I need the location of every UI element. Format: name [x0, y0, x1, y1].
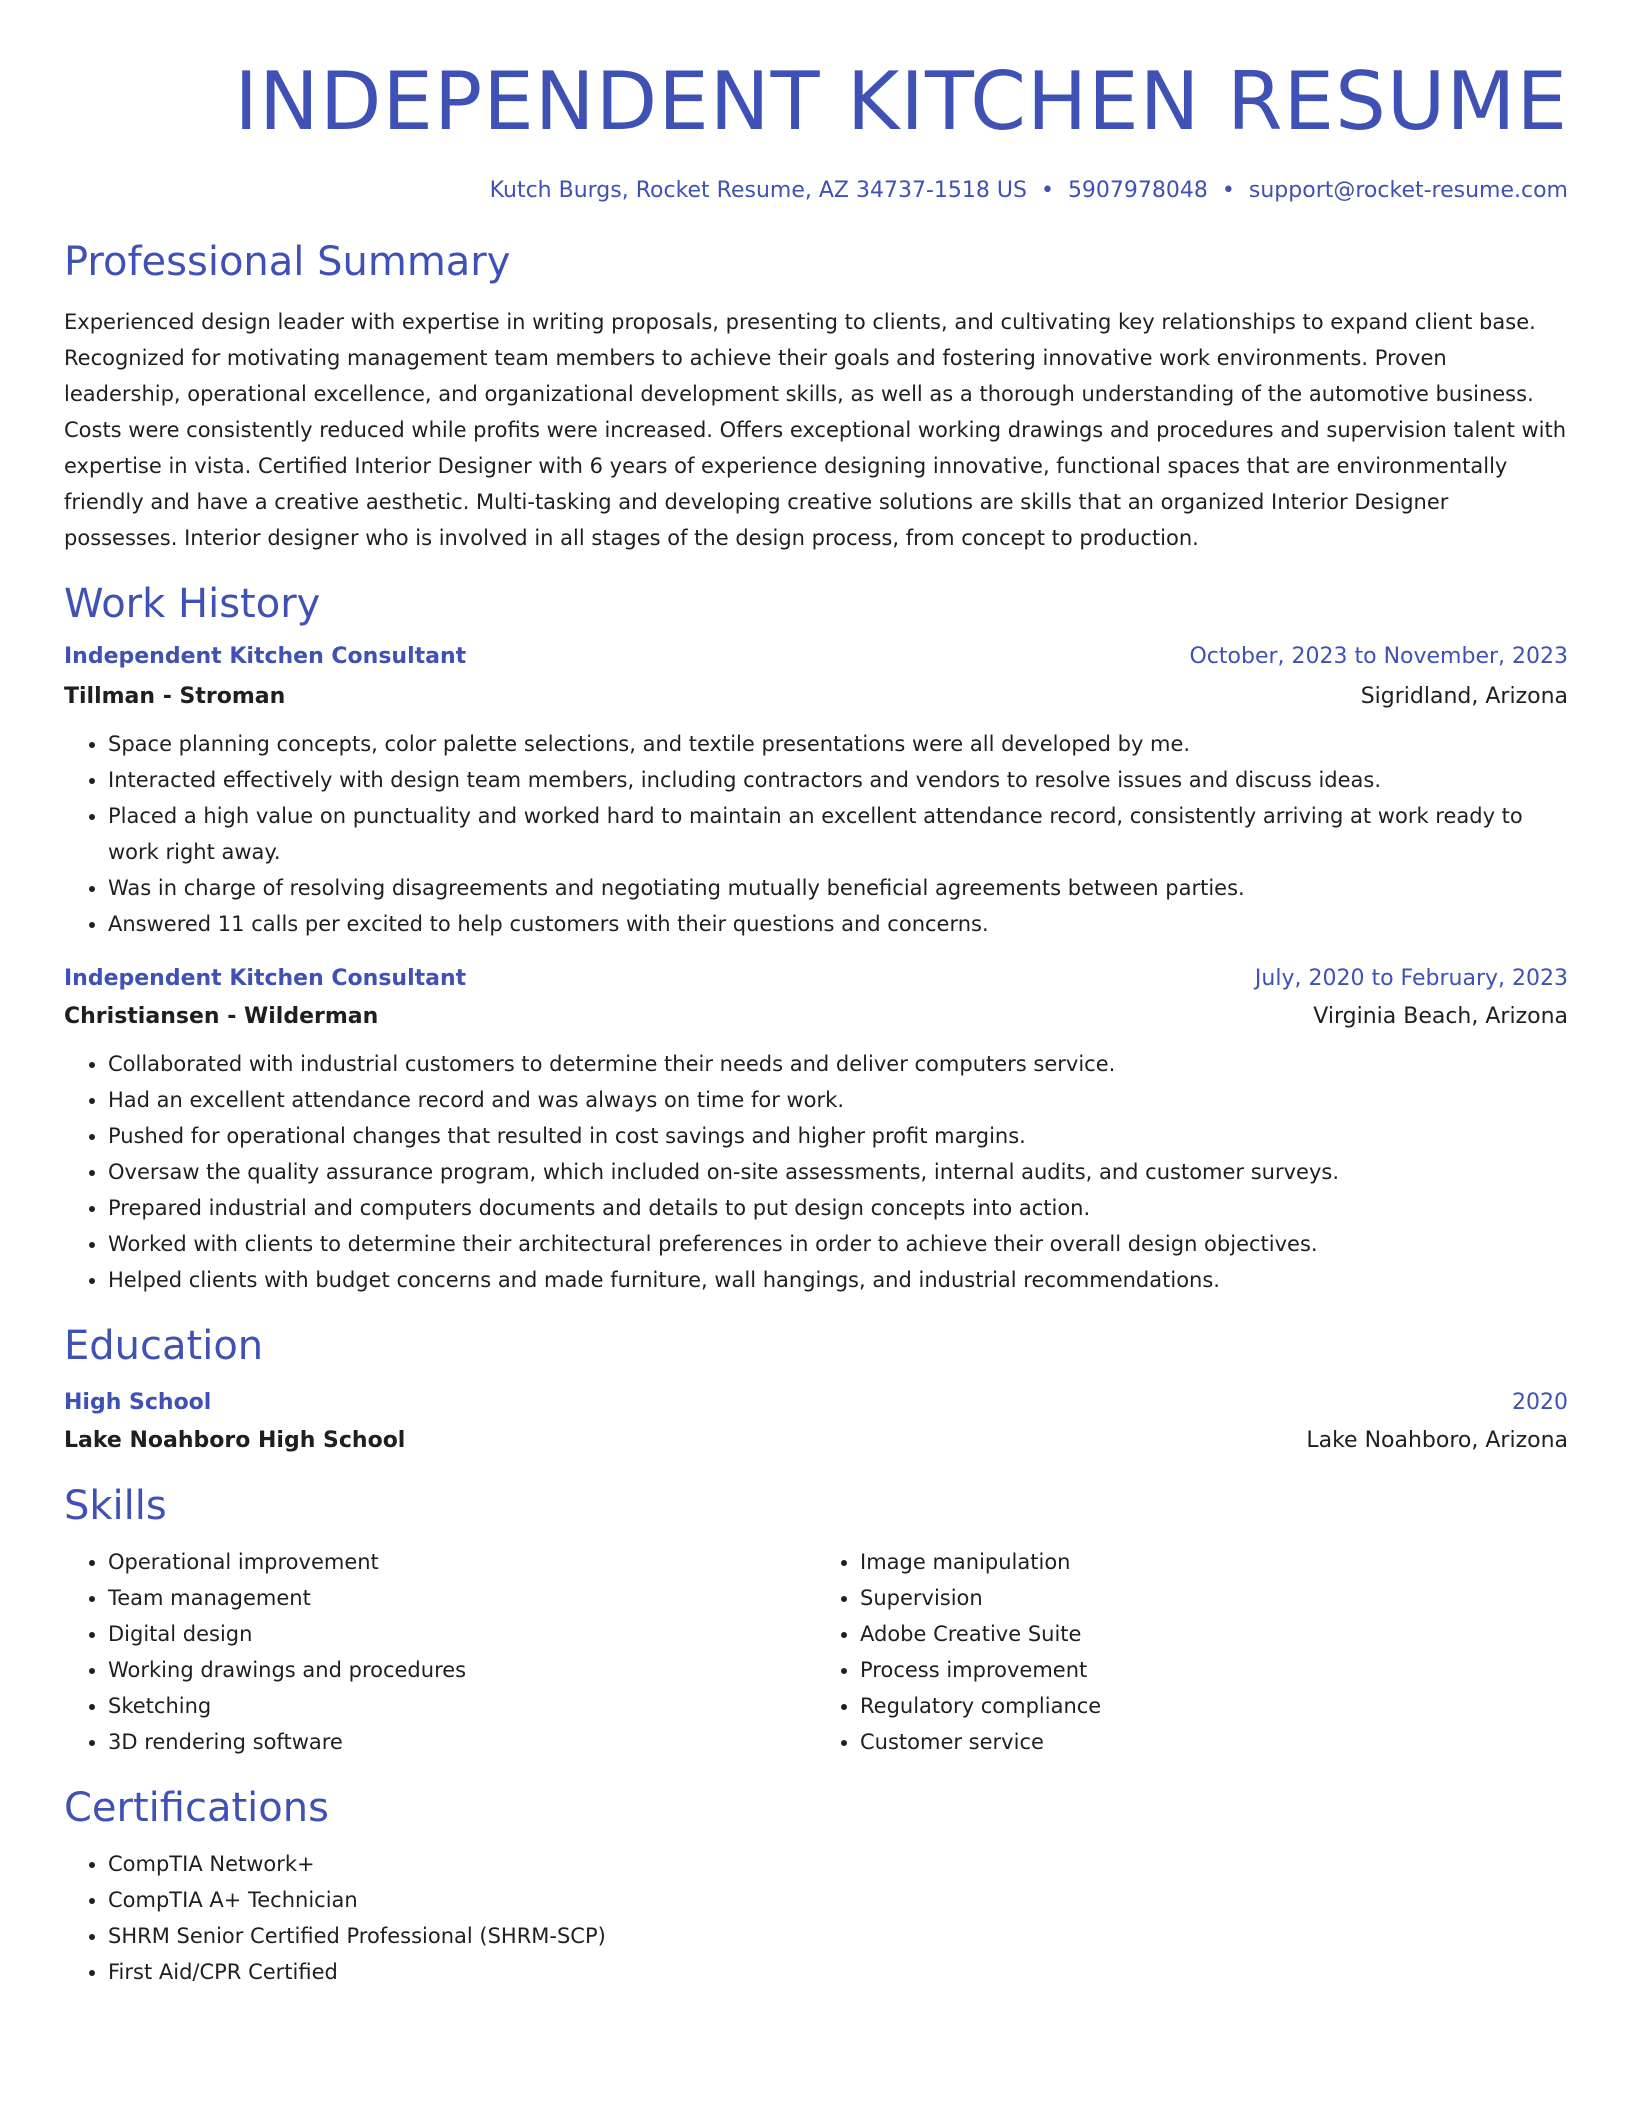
job-title-row: [64, 642, 1568, 672]
skill-item: • Supervision: [860, 1580, 1568, 1616]
certification-item: • First Aid/CPR Certified: [108, 1954, 1568, 1990]
job-bullet: • Placed a high value on punctuality and worked hard to maintain an excellent attendance record, consistently arriving at work ready to work right away.: [108, 798, 1568, 870]
skills-list-left: [64, 1544, 816, 1760]
job-bullet: • Pushed for operational changes that resulted in cost savings and higher profit margins.: [108, 1118, 1568, 1154]
job-bullet: • Collaborated with industrial customers to determine their needs and deliver computers service.: [108, 1046, 1568, 1082]
job-title: Independent Kitchen Consultant: [64, 644, 467, 669]
skill-item: • Customer service: [860, 1724, 1568, 1760]
skills-list-right: [816, 1544, 1568, 1760]
skills-grid: [64, 1544, 1568, 1760]
job-entry: [64, 964, 1568, 1298]
job-company: Christiansen - Wilderman: [64, 1004, 379, 1029]
job-company-row: [64, 682, 1568, 712]
skill-item: • Image manipulation: [860, 1544, 1568, 1580]
job-title: Independent Kitchen Consultant: [64, 966, 467, 991]
certifications-heading: Certifications: [64, 1785, 329, 1831]
contact-phone: 5907978048: [1067, 178, 1208, 203]
skill-item: • Working drawings and procedures: [108, 1652, 816, 1688]
work-heading: Work History: [64, 581, 321, 627]
job-bullets: [64, 726, 1568, 942]
certifications-list: [64, 1846, 1568, 1990]
education-degree: High School: [64, 1390, 212, 1415]
contact-email: support@rocket-resume.com: [1248, 178, 1568, 203]
education-school: Lake Noahboro High School: [64, 1428, 406, 1453]
job-dates: July, 2020 to February, 2023: [1254, 966, 1568, 991]
skill-item: • Operational improvement: [108, 1544, 816, 1580]
job-company-row: [64, 1002, 1568, 1032]
summary-text: Experienced design leader with expertise in writing proposals, presenting to clients, and cultivating key relationships to expand client base. Recognized for motivating management team members to achieve their goals and fostering innovative work environments. Proven leadership, operational excellence, and organizational development skills, as well as a thorough understanding of the automotive business. Costs were consistently reduced while profits were increased. Offers exceptional working drawings and procedures and supervision talent with expertise in vista. Certified Interior Designer with 6 years of experience designing innovative, functional spaces that are environmentally friendly and have a creative aesthetic. Multi-tasking and developing creative solutions are skills that an organized Interior Designer possesses. Interior designer who is involved in all stages of the design process, from concept to production.: [64, 310, 1567, 550]
skill-item: • Process improvement: [860, 1652, 1568, 1688]
job-bullet: • Space planning concepts, color palette selections, and textile presentations were all developed by me.: [108, 726, 1568, 762]
contact-separator: •: [1040, 178, 1054, 203]
education-location: Lake Noahboro, Arizona: [1306, 1428, 1568, 1453]
contact-address: Kutch Burgs, Rocket Resume, AZ 34737-1518 US: [489, 178, 1027, 203]
education-title-row: [64, 1388, 1568, 1418]
job-bullets: [64, 1046, 1568, 1298]
skill-item: • Regulatory compliance: [860, 1688, 1568, 1724]
contact-separator: •: [1221, 178, 1235, 203]
contact-line: [64, 176, 1568, 206]
summary-heading: Professional Summary: [64, 239, 511, 285]
certifications-section: [64, 1782, 1568, 1990]
education-section: [64, 1320, 1568, 1456]
skill-item: • Digital design: [108, 1616, 816, 1652]
skill-item: • 3D rendering software: [108, 1724, 816, 1760]
education-school-row: [64, 1426, 1568, 1456]
job-company: Tillman - Stroman: [64, 684, 286, 709]
certification-item: • CompTIA A+ Technician: [108, 1882, 1568, 1918]
education-year: 2020: [1512, 1390, 1568, 1415]
certification-item: • CompTIA Network+: [108, 1846, 1568, 1882]
job-bullet: • Oversaw the quality assurance program, which included on-site assessments, internal audits, and customer surveys.: [108, 1154, 1568, 1190]
resume-title: INDEPENDENT KITCHEN RESUME: [234, 55, 1568, 148]
job-bullet: • Helped clients with budget concerns and made furniture, wall hangings, and industrial recommendations.: [108, 1262, 1568, 1298]
job-bullet: • Prepared industrial and computers documents and details to put design concepts into action.: [108, 1190, 1568, 1226]
job-entry: [64, 642, 1568, 942]
skills-heading: Skills: [64, 1483, 167, 1529]
job-dates: October, 2023 to November, 2023: [1189, 644, 1568, 669]
job-title-row: [64, 964, 1568, 994]
work-section: [64, 578, 1568, 1298]
job-bullet: • Had an excellent attendance record and was always on time for work.: [108, 1082, 1568, 1118]
job-location: Virginia Beach, Arizona: [1313, 1004, 1568, 1029]
certification-item: • SHRM Senior Certified Professional (SHRM-SCP): [108, 1918, 1568, 1954]
job-bullet: • Worked with clients to determine their architectural preferences in order to achieve their overall design objectives.: [108, 1226, 1568, 1262]
job-location: Sigridland, Arizona: [1360, 684, 1568, 709]
skill-item: • Sketching: [108, 1688, 816, 1724]
summary-section: [64, 236, 1568, 556]
job-bullet: • Was in charge of resolving disagreements and negotiating mutually beneficial agreements between parties.: [108, 870, 1568, 906]
skill-item: • Team management: [108, 1580, 816, 1616]
skills-section: [64, 1480, 1568, 1760]
skill-item: • Adobe Creative Suite: [860, 1616, 1568, 1652]
education-heading: Education: [64, 1323, 264, 1369]
job-bullet: • Interacted effectively with design team members, including contractors and vendors to resolve issues and discuss ideas.: [108, 762, 1568, 798]
job-bullet: • Answered 11 calls per excited to help customers with their questions and concerns.: [108, 906, 1568, 942]
